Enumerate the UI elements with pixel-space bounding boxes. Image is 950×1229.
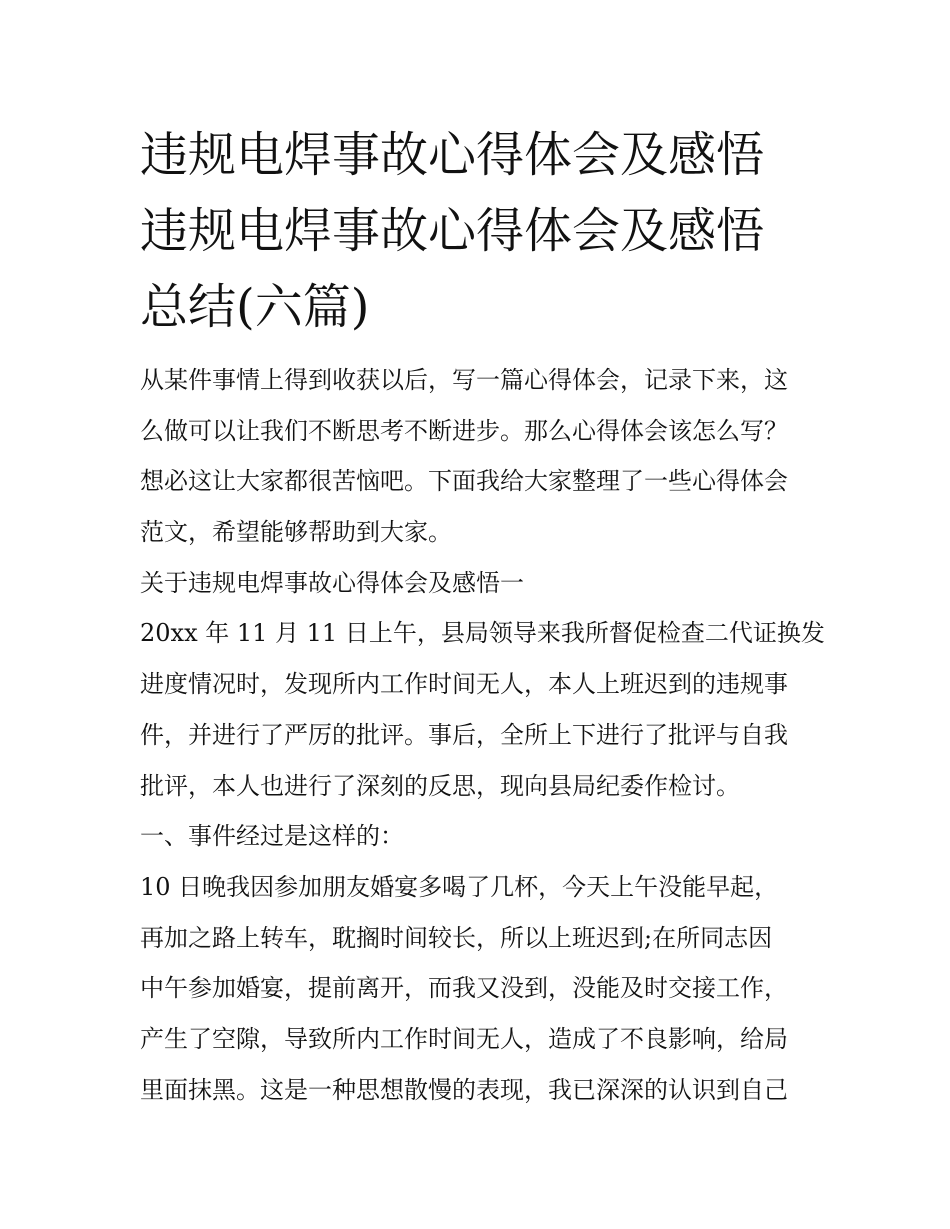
document-body <box>140 355 825 1115</box>
body-line: 范文，希望能够帮助到大家。 <box>140 518 452 547</box>
title-line: 违规电焊事故心得体会及感悟 <box>140 203 765 259</box>
subsection-heading: 一、事件经过是这样的： <box>140 822 404 851</box>
title-line: 总结(六篇) <box>140 279 370 335</box>
section-heading: 关于违规电焊事故心得体会及感悟一 <box>140 568 524 597</box>
body-line: 中午参加婚宴，提前离开，而我又没到，没能及时交接工作， <box>140 974 788 1003</box>
document-title <box>140 117 820 345</box>
title-line: 违规电焊事故心得体会及感悟 <box>140 127 765 183</box>
body-line: 件，并进行了严厉的批评。事后，全所上下进行了批评与自我 <box>140 720 788 749</box>
body-line: 产生了空隙，导致所内工作时间无人，造成了不良影响，给局 <box>140 1024 788 1053</box>
body-line: 么做可以让我们不断思考不断进步。那么心得体会该怎么写？ <box>140 416 788 445</box>
body-line: 再加之路上转车，耽搁时间较长，所以上班迟到;在所同志因 <box>140 923 773 952</box>
body-line: 从某件事情上得到收获以后，写一篇心得体会，记录下来，这 <box>140 366 788 394</box>
body-line: 20xx 年 11 月 11 日上午，县局领导来我所督促检查二代证换发 <box>140 619 825 648</box>
body-line: 10 日晚我因参加朋友婚宴多喝了几杯，今天上午没能早起， <box>140 872 779 901</box>
body-line: 批评，本人也进行了深刻的反思，现向县局纪委作检讨。 <box>140 771 740 800</box>
body-line: 进度情况时，发现所内工作时间无人，本人上班迟到的违规事 <box>140 670 788 699</box>
body-line: 里面抹黑。这是一种思想散慢的表现，我已深深的认识到自己 <box>140 1075 788 1104</box>
body-line: 想必这让大家都很苦恼吧。下面我给大家整理了一些心得体会 <box>140 467 788 496</box>
